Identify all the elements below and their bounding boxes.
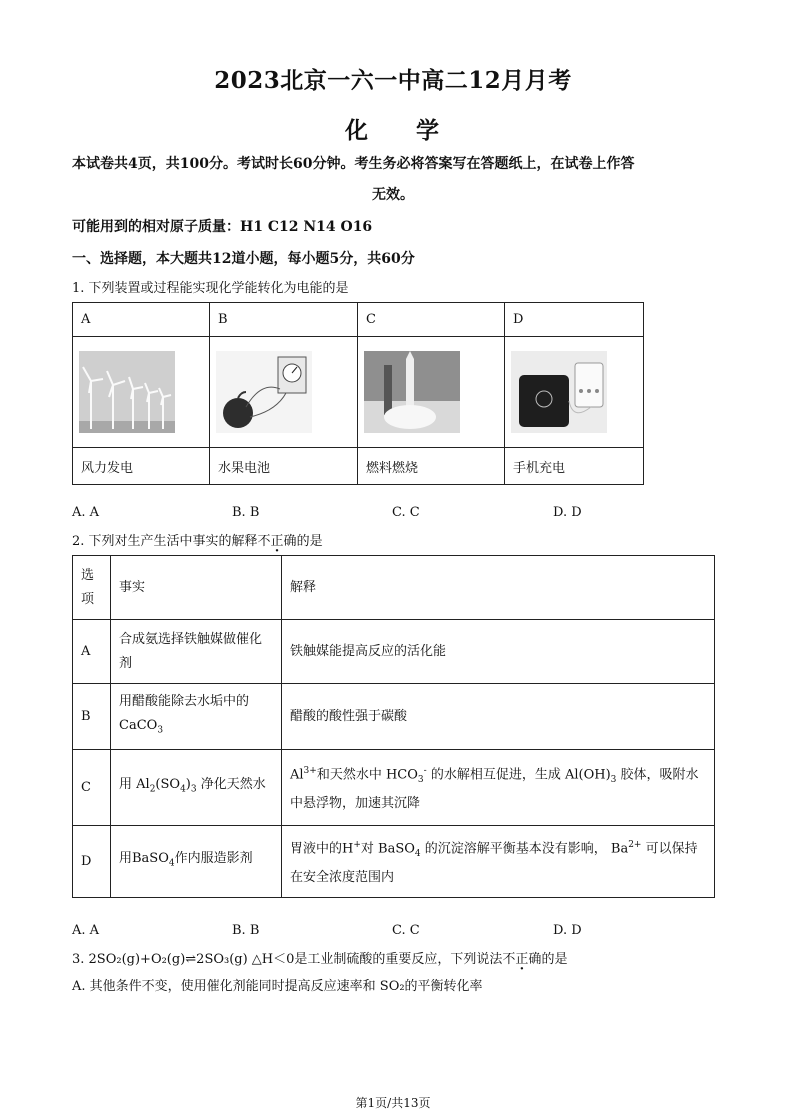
q1-label-b: 水果电池 [210,448,358,485]
q2-row-c-ex-2: 和天然水中 HCO [316,767,418,783]
atomic-masses: 可能用到的相对原子质量：H1 C12 N14 O16 [72,219,373,235]
q2-row-d-ex-3: 的沉淀溶解平衡基本没有影响， Ba [420,841,629,857]
subject-char-1: 化 [345,117,370,144]
q2-row-b-formula-sub: 3 [157,725,164,736]
q2-row-b-explain: 醋酸的酸性强于碳酸 [282,684,715,750]
q2-option-d[interactable]: D. D [553,923,582,938]
q2-col-explain: 解释 [282,556,715,620]
wind-turbine-image [79,351,175,433]
q1-table [72,302,644,485]
q1-image-cell-a [73,337,210,448]
q3-stem-post: 的是 [541,952,568,967]
q2-row-d-ex-4: 可以保持在安全浓度范围内 [290,841,698,885]
q2-row-a-option: A [73,620,111,684]
q2-row-b-fact-text: 用醋酸能除去水垢中的 [119,694,250,710]
q2-option-a[interactable]: A. A [72,923,100,938]
q2-option-c[interactable]: C. C [392,923,420,938]
q2-col-option: 选项 [73,556,111,620]
page-footer: 第1页/共13页 [355,1096,431,1110]
q2-row-c-fact-1: 用 Al [119,777,150,793]
q2-row-c-fact-3: ) [185,777,191,793]
fruit-battery-image [216,351,312,433]
q2-row-a-fact: 合成氨选择铁触媒做催化剂 [111,620,282,684]
q3-stem-pre: 3. 2SO₂(g)+O₂(g)⇌2SO₃(g) △H＜0是工业制硫酸的重要反应，下列说法 [72,952,503,967]
q3-stem [72,948,567,967]
q2-row-b-option: B [73,684,111,750]
q1-header-a: A [73,303,210,337]
q2-row-c-ex-1: Al [290,767,304,783]
q1-image-cell-d [505,337,644,448]
exam-title: 2023北京一六一中高二12月月考 [214,67,572,94]
q1-header-b: B [210,303,358,337]
q1-image-cell-b [210,337,358,448]
q2-row-d-fact-sub: 4 [168,858,175,869]
q2-row-c-ex-sup2: - [423,766,427,777]
q2-row-d-fact-2: 作内服造影剂 [174,851,253,867]
q2-row-d-ex-1: 胃液中的H [290,841,354,857]
q3-stem-emphasis: 不正确 [502,952,542,967]
q2-option-b[interactable]: B. B [232,923,260,938]
q2-stem-pre: 2. 下列对生产生活中事实的解释 [72,534,258,549]
q2-row-c-ex-sup1: 3+ [303,766,317,777]
q2-col-fact: 事实 [111,556,282,620]
q2-row-c-fact [111,750,282,826]
rocket-launch-image [364,351,460,433]
q1-label-d: 手机充电 [505,448,644,485]
subject-char-2: 学 [416,117,441,144]
subject-title [0,112,786,145]
notice-line-2: 无效。 [372,187,414,203]
q2-row-b-fact [111,684,282,750]
q2-row-d-explain [282,826,715,898]
q2-row-c-fact-sub1: 2 [149,784,156,795]
q1-stem: 1. 下列装置或过程能实现化学能转化为电能的是 [72,281,349,296]
q1-option-c[interactable]: C. C [392,505,420,520]
q2-row-c-explain [282,750,715,826]
q1-option-a[interactable]: A. A [72,505,100,520]
q1-option-b[interactable]: B. B [232,505,260,520]
q1-option-d[interactable]: D. D [553,505,582,520]
q2-row-d-ex-sup2: 2+ [628,840,642,851]
q2-row-c-ex-sub2: 3 [610,774,617,785]
q1-header-c: C [358,303,505,337]
q2-row-a-explain: 铁触媒能提高反应的活化能 [282,620,715,684]
q2-row-c-ex-4: 胶体，吸附水中悬浮物，加速其沉降 [290,767,699,811]
q2-row-c-ex-sub1: 3 [417,774,424,785]
q2-table [72,555,715,898]
q1-label-c: 燃料燃烧 [358,448,505,485]
q2-row-c-fact-2: (SO [155,777,181,793]
q1-label-a: 风力发电 [73,448,210,485]
section-heading: 一、选择题，本大题共12道小题，每小题5分，共60分 [72,251,415,267]
q3-option-a[interactable]: A. 其他条件不变，使用催化剂能同时提高反应速率和 SO₂的平衡转化率 [72,979,483,994]
q2-row-d-ex-sup1: + [353,840,361,851]
q2-stem [72,530,323,549]
q2-stem-emphasis: 不正确 [257,534,297,549]
q2-row-c-ex-3: 的水解相互促进，生成 Al(OH) [426,767,611,783]
phone-charging-image [511,351,607,433]
q2-row-c-fact-sub2: 4 [180,784,186,795]
q2-row-c-fact-sub3: 3 [190,784,197,795]
q2-row-b-formula: CaCO [119,718,158,734]
q2-row-c-option: C [73,750,111,826]
q2-row-d-option: D [73,826,111,898]
notice-line-1: 本试卷共4页，共100分。考试时长60分钟。考生务必将答案写在答题纸上，在试卷上作答 [72,156,635,172]
q2-row-d-fact [111,826,282,898]
q2-row-d-ex-sub: 4 [414,848,421,859]
q2-row-c-fact-4: 净化天然水 [196,777,266,793]
q2-row-d-fact-1: 用BaSO [119,851,169,867]
q2-stem-post: 的是 [296,534,323,549]
q1-image-cell-c [358,337,505,448]
q2-row-d-ex-2: 对 BaSO [360,841,415,857]
q1-header-d: D [505,303,644,337]
